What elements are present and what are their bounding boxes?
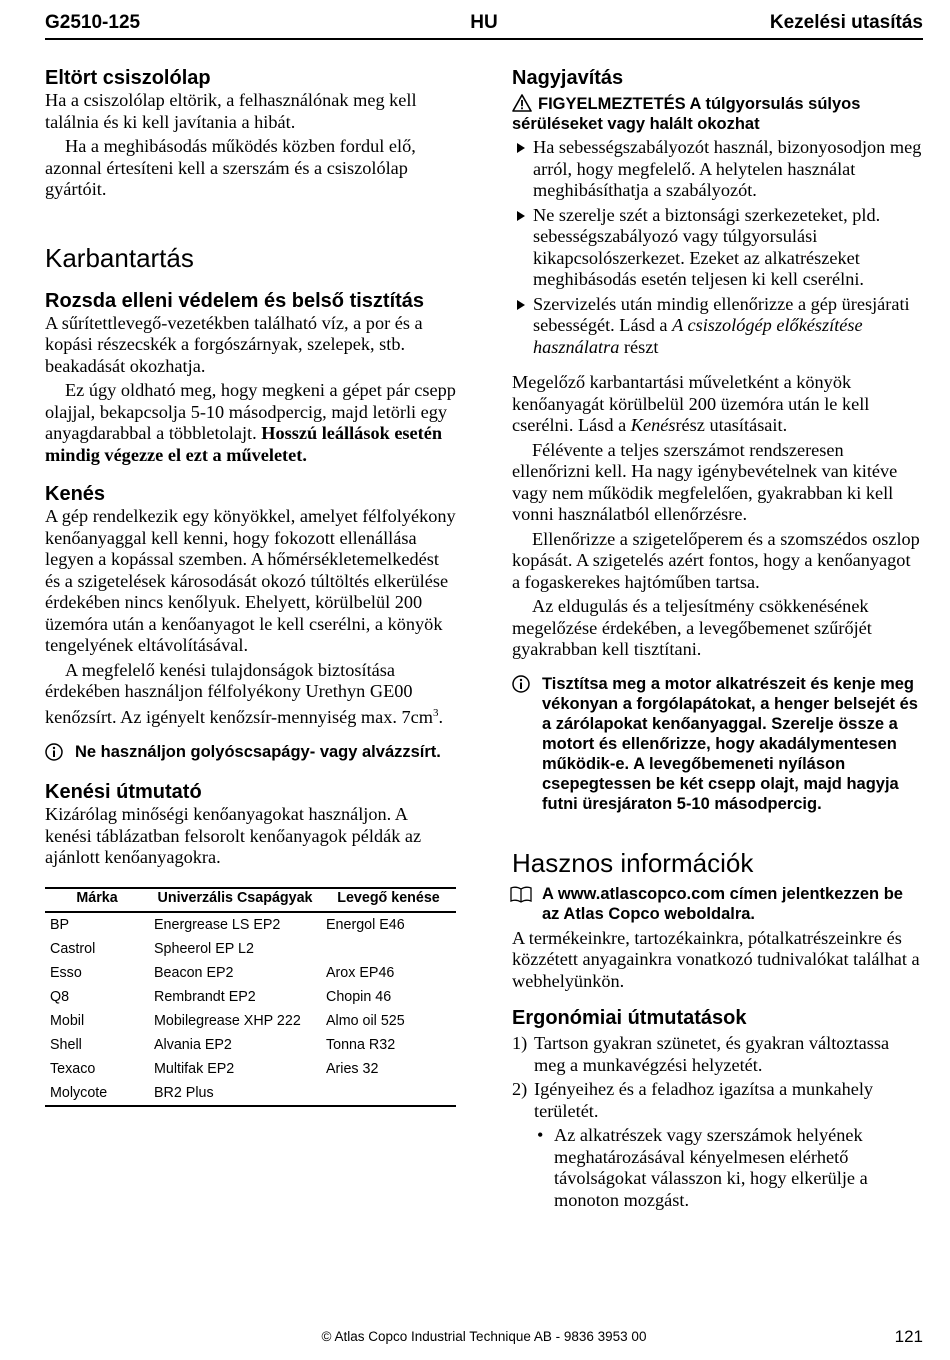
table-header-brand: Márka xyxy=(76,889,118,906)
right-column xyxy=(512,64,923,1211)
warning-title: FIGYELMEZTETÉS A túlgyorsulás súlyos sérüléseket vagy halált okozhat xyxy=(512,95,861,133)
rust-paragraph-2-bold: Hosszú leállások esetén mindig végezze el ezt a műveletet. xyxy=(45,423,443,465)
page-number: 121 xyxy=(894,1327,923,1346)
useful-info-note: A www.atlascopco.com címen jelentkezzen be az Atlas Copco weboldalra. xyxy=(512,884,923,924)
table-row: Mobil Mobilegrease XHP 222 Almo oil 525 xyxy=(50,1012,405,1029)
broken-pad-paragraph-1: Ha a csiszolólap eltörik, a felhasználónak meg kell találnia és ki kell javítania a hibát. xyxy=(45,90,417,132)
table-row: Esso Beacon EP2 Arox EP46 xyxy=(50,964,395,981)
table-header-bearings: Univerzális Csapágyak xyxy=(157,889,313,906)
useful-info-heading: Hasznos információk xyxy=(512,847,754,878)
copyright: © Atlas Copco Industrial Technique AB - 9836 3953 00 xyxy=(321,1329,647,1344)
broken-pad-paragraph-2: Ha a meghibásodás működés közben fordul elő, azonnal értesíteni kell a szerszám és a csiszolólap gyártóit. xyxy=(45,136,416,199)
warning-bullet-1: Ha sebességszabályozót használ, bizonyosodjon meg arról, hogy megfelelő. A helytelen használat meghibásíthatja a szabályozót. xyxy=(512,137,923,202)
ergonomics-item-1: 1) Tartson gyakran szünetet, és gyakran változtassa meg a munkavégzési helyzetét. xyxy=(512,1033,890,1075)
table-row: Q8 Rembrandt EP2 Chopin 46 xyxy=(50,988,392,1005)
table-row: Castrol Spheerol EP L2 xyxy=(50,940,254,957)
overhaul-paragraph-3: Ellenőrizze a szigetelőperem és a szomszédos oszlop kopását. A szigetelés azért fontos, hogy a kenőanyagot a fogaskerekes hajtóműben tartsa. xyxy=(512,528,920,592)
overhaul-paragraph-1: Megelőző karbantartási műveletként a könyök kenőanyagát körülbelül 200 üzemóra után le kell cserélni. Lásd a Kenésrész utasításait. xyxy=(512,372,870,435)
rust-paragraph-2: Ez úgy oldható meg, hogy megkeni a gépet pár csepp olajjal, bekapcsolja 5-10 másodpercig, majd letörli egy anyagdarabbal a többletolajt. Hosszú leállások esetén mindig végezze el ezt a műveletet. xyxy=(45,380,456,465)
rust-paragraph-1: A sűrítettlevegő-vezetékben található víz, a por és a kopási részecskék a forgószárnyak, szelepek, stb. beakadását okozhatja. xyxy=(45,312,423,376)
broken-pad-heading: Eltört csiszolólap xyxy=(45,67,211,89)
language-code: HU xyxy=(470,12,498,33)
lubrication-paragraph-1: A gép rendelkezik egy könyökkel, amelyet félfolyékony kenőanyaggal kell kenni, hogy fokozott ellenállása legyen a kopással szemben. A hőmérsékletemelkedést és a szigetelések károsodását okozó túltöltés elkerülése érdekében nincs kenőlyuk. Ehelyett, körülbelül 200 üzemóra után a kenőanyagot le kell cserélni, a könyök tengelyének eltávolításával. xyxy=(45,506,456,655)
table-row: Texaco Multifak EP2 Aries 32 xyxy=(50,1060,379,1077)
warning-bullet-2: Ne szerelje szét a biztonsági szerkezeteket, pld. sebességszabályozó vagy túlgyorsulási kikapcsolószerkezet. Ezeket az alkatrészeket meghibásodás esetén teljesen ki kell cserélni. xyxy=(512,205,923,291)
info-icon xyxy=(45,743,63,761)
table-header-air: Levegő kenése xyxy=(337,889,440,906)
lubrication-heading: Kenés xyxy=(45,483,106,505)
lubrication-paragraph-2: A megfelelő kenési tulajdonságok biztosítása érdekében használjon félfolyékony Urethyn GE00 kenőzsírt. Az igényelt kenőzsír-mennyiség max. $7cm^3$. xyxy=(45,659,444,727)
overhaul-paragraph-2: Félévente a teljes szerszámot rendszeresen ellenőrizni kell. Ha nagy igénybevételnek van kitéve vagy nem működik megfelelően, gyakrabban ki kell vonni használatból ellenőrzésre. xyxy=(512,439,898,524)
book-icon xyxy=(510,885,532,903)
bullet-arrow-icon xyxy=(517,211,525,221)
bullet-arrow-icon xyxy=(517,300,525,310)
document-title: Kezelési utasítás xyxy=(769,12,923,33)
bullet-arrow-icon xyxy=(517,143,525,153)
maintenance-heading: Karbantartás xyxy=(45,242,194,273)
left-column xyxy=(45,64,456,1107)
table-row: Shell Alvania EP2 Tonna R32 xyxy=(50,1036,396,1053)
overhaul-heading: Nagyjavítás xyxy=(512,67,624,89)
ergonomics-item-2: 2) Igényeihez és a feladhoz igazítsa a munkahely területét. xyxy=(512,1079,874,1121)
table-row: BP Energrease LS EP2 Energol E46 xyxy=(50,916,405,933)
warning-bullet-3: Szervizelés után mindig ellenőrizze a gép üresjárati sebességét. Lásd a A csiszológép előkészítése használatra részt xyxy=(512,294,923,359)
ergonomics-subitem: • Az alkatrészek vagy szerszámok helyének meghatározásával kényelmesen elérhető távolságokat válasszon ki, hogy elkerülje a monoton mozgást. xyxy=(537,1125,868,1210)
ergonomics-heading: Ergonómiai útmutatások xyxy=(512,1007,747,1029)
document-code: G2510-125 xyxy=(45,12,141,33)
lubricant-table xyxy=(45,887,456,1107)
overhaul-note: Tisztítsa meg a motor alkatrészeit és kenje meg vékonyan a forgólapátokat, a henger belsejét és a zárólapokat kenőanyaggal. Szerelje össze a motort és ellenőrizze, hogy akadálymentesen működik-e. A levegőbemeneti nyíláson csepegtessen be két csepp olajt, majd hagyja futni üresjáraton 5-10 másodpercig. xyxy=(512,674,923,814)
useful-info-paragraph: A termékeinkre, tartozékainkra, pótalkatrészeinkre és közzétett anyagainkra vonatkozó tudnivalókat találhat a webhelyünkön. xyxy=(512,927,920,991)
info-icon xyxy=(512,675,530,693)
lubrication-note: Ne használjon golyóscsapágy- vagy alvázzsírt. xyxy=(45,742,456,762)
table-row: Molycote BR2 Plus xyxy=(45,1081,456,1106)
overhaul-paragraph-4: Az eldugulás és a teljesítmény csökkenésének megelőzése érdekében, a levegőbemenet szűrőjét gyakrabban kell tisztítani. xyxy=(512,596,872,659)
lubrication-guide-heading: Kenési útmutató xyxy=(45,781,202,804)
rust-heading: Rozsda elleni védelem és belső tisztítás xyxy=(45,289,425,312)
page-header xyxy=(45,12,923,40)
warning-icon xyxy=(512,94,532,112)
lubrication-guide-paragraph: Kizárólag minőségi kenőanyagokat használjon. A kenési táblázatban felsorolt kenőanyagok példák az ajánlott kenőanyagokra. xyxy=(45,804,422,868)
